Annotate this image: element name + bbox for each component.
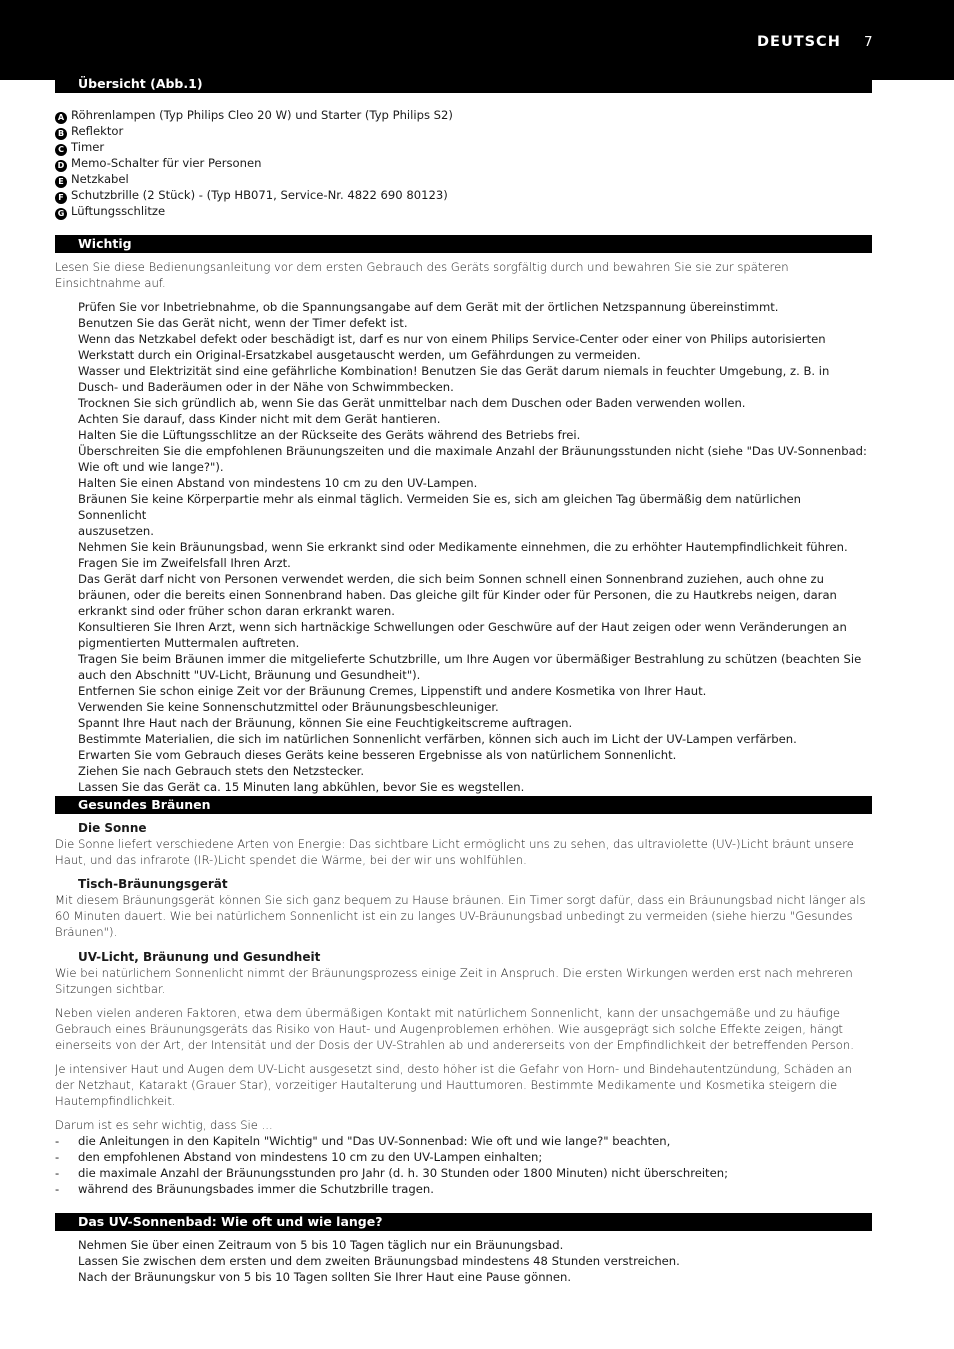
paragraph-device: Mit diesem Bräunungsgerät können Sie sich ganz bequem zu Hause bräunen. Ein Timer sorgt dafür, dass ein Bräunungsbad nicht länger als 60 Minuten dauert. Wie bei natürlichem Sonnenlicht ist ein zu langes UV-Bräunungsbad unbedingt zu vermeiden (siehe hierzu "Gesundes Bräunen"). [55, 893, 866, 939]
badge-e-icon: E [55, 176, 67, 188]
important-line: auszusetzen. [78, 524, 154, 538]
list-item: A Röhrenlampen (Typ Philips Cleo 20 W) und Starter (Typ Philips S2) [55, 107, 453, 123]
important-list [78, 299, 872, 795]
important-line: Bestimmte Materialien, die sich im natürlichen Sonnenlicht verfärben, können sich auch im Licht der UV-Lampen verfärben. [78, 732, 797, 746]
list-item: F Schutzbrille (2 Stück) - (Typ HB071, Service-Nr. 4822 690 80123) [55, 187, 453, 203]
important-line: Wenn das Netzkabel defekt oder beschädigt ist, darf es nur von einem Philips Service-Center oder einer von Philips autorisierten [78, 332, 826, 346]
page-number: 7 [864, 34, 873, 50]
list-item: E Netzkabel [55, 171, 453, 187]
important-line: Dusch- und Baderäumen oder in der Nähe von Schwimmbecken. [78, 380, 454, 394]
subheading-sun: Die Sonne [78, 821, 147, 835]
badge-d-icon: D [55, 160, 67, 172]
important-line: Erwarten Sie vom Gebrauch dieses Geräts keine besseren Ergebnisse als von natürlichem Sonnenlicht. [78, 748, 677, 762]
paragraph-sun: Die Sonne liefert verschiedene Arten von Energie: Das sichtbare Licht ermöglicht uns zu sehen, das ultraviolette (UV-)Licht bräunt unsere Haut, und das infrarote (IR-)Licht spendet die Wärme, bei der wir uns wohlfühlen. [55, 837, 854, 867]
important-line: Halten Sie einen Abstand von mindestens 10 cm zu den UV-Lampen. [78, 476, 478, 490]
section-title-important: Wichtig [55, 235, 872, 253]
sunbath-list [78, 1237, 872, 1285]
paragraph-important-intro: Darum ist es sehr wichtig, dass Sie ... [55, 1118, 273, 1132]
header-bar [0, 0, 954, 80]
sunbath-line: Nach der Bräunungskur von 5 bis 10 Tagen sollten Sie Ihrer Haut eine Pause gönnen. [78, 1270, 572, 1284]
section-title-overview: Übersicht (Abb.1) [55, 75, 872, 93]
important-line: pigmentierten Muttermalen auftreten. [78, 636, 300, 650]
badge-f-icon: F [55, 192, 67, 204]
paragraph-uv-1: Wie bei natürlichem Sonnenlicht nimmt der Bräunungsprozess einige Zeit in Anspruch. Die ersten Wirkungen werden erst nach mehreren Sitzungen sichtbar. [55, 966, 853, 996]
important-line: Trocknen Sie sich gründlich ab, wenn Sie das Gerät unmittelbar nach dem Duschen oder Baden verwenden wollen. [78, 396, 746, 410]
important-line: Wasser und Elektrizität sind eine gefährliche Kombination! Benutzen Sie das Gerät darum niemals in feuchter Umgebung, z. B. in [78, 364, 830, 378]
sunbath-line: Nehmen Sie über einen Zeitraum von 5 bis 10 Tagen täglich nur ein Bräunungsbad. [78, 1238, 564, 1252]
list-item: G Lüftungsschlitze [55, 203, 453, 219]
important-intro: Lesen Sie diese Bedienungsanleitung vor dem ersten Gebrauch des Geräts sorgfältig durch und bewahren Sie sie zur späteren Einsichtnahme auf. [55, 260, 789, 290]
important-line: Achten Sie darauf, dass Kinder nicht mit dem Gerät hantieren. [78, 412, 441, 426]
badge-c-icon: C [55, 144, 67, 156]
important-line: Ziehen Sie nach Gebrauch stets den Netzstecker. [78, 764, 365, 778]
important-line: Konsultieren Sie Ihren Arzt, wenn sich hartnäckige Schwellungen oder Geschwüre auf der Haut zeigen oder wenn Veränderungen an [78, 620, 847, 634]
dash-list [55, 1133, 872, 1197]
important-line: Das Gerät darf nicht von Personen verwendet werden, die sich beim Sonnen schnell einen Sonnenbrand zuziehen, auch ohne zu [78, 572, 824, 586]
important-line: Nehmen Sie kein Bräunungsbad, wenn Sie erkrankt sind oder Medikamente einnehmen, die zu erhöhter Hautempfindlichkeit führen. [78, 540, 848, 554]
section-title-sunbath: Das UV-Sonnenbad: Wie oft und wie lange? [55, 1213, 872, 1231]
sunbath-line: Lassen Sie zwischen dem ersten und dem zweiten Bräunungsbad mindestens 48 Stunden verstreichen. [78, 1254, 680, 1268]
list-item: - die maximale Anzahl der Bräunungsstunden pro Jahr (d. h. 30 Stunden oder 1800 Minuten) nicht überschreiten; [55, 1165, 872, 1181]
important-line: Fragen Sie im Zweifelsfall Ihren Arzt. [78, 556, 291, 570]
list-item: C Timer [55, 139, 453, 155]
important-line: Bräunen Sie keine Körperpartie mehr als einmal täglich. Vermeiden Sie es, sich am gleichen Tag übermäßig dem natürlichen Sonnenlicht [78, 492, 802, 522]
list-item: - den empfohlenen Abstand von mindestens 10 cm zu den UV-Lampen einhalten; [55, 1149, 872, 1165]
language-label: DEUTSCH [757, 34, 841, 50]
important-line: Tragen Sie beim Bräunen immer die mitgelieferte Schutzbrille, um Ihre Augen vor übermäßiger Bestrahlung zu schützen (beachten Sie [78, 652, 862, 666]
list-item: - während des Bräunungsbades immer die Schutzbrille tragen. [55, 1181, 872, 1197]
paragraph-uv-3: Je intensiver Haut und Augen dem UV-Licht ausgesetzt sind, desto höher ist die Gefahr von Horn- und Bindehautentzündung, Schäden an der Netzhaut, Katarakt (Grauer Star), vorzeitiger Hautalterung und Hauttumoren. Bestimmte Medikamente und Kosmetika steigern die Hautempfindlichkeit. [55, 1062, 852, 1108]
important-line: Prüfen Sie vor Inbetriebnahme, ob die Spannungsangabe auf dem Gerät mit der örtlichen Netzspannung übereinstimmt. [78, 300, 779, 314]
subheading-uv: UV-Licht, Bräunung und Gesundheit [78, 950, 321, 964]
list-item: D Memo-Schalter für vier Personen [55, 155, 453, 171]
important-line: erkrankt sind oder früher schon daran erkrankt waren. [78, 604, 395, 618]
important-line: Werkstatt durch ein Original-Ersatzkabel ausgetauscht werden, um Gefährdungen zu vermeiden. [78, 348, 641, 362]
important-line: Halten Sie die Lüftungsschlitze an der Rückseite des Geräts während des Betriebs frei. [78, 428, 581, 442]
important-line: Verwenden Sie keine Sonnenschutzmittel oder Bräunungsbeschleuniger. [78, 700, 499, 714]
list-item: B Reflektor [55, 123, 453, 139]
important-line: auch den Abschnitt "UV-Licht, Bräunung und Gesundheit"). [78, 668, 421, 682]
important-line: Entfernen Sie schon einige Zeit vor der Bräunung Cremes, Lippenstift und andere Kosmetika von Ihrer Haut. [78, 684, 707, 698]
badge-b-icon: B [55, 128, 67, 140]
badge-a-icon: A [55, 112, 67, 124]
badge-g-icon: G [55, 208, 67, 220]
important-line: Spannt Ihre Haut nach der Bräunung, können Sie eine Feuchtigkeitscreme auftragen. [78, 716, 573, 730]
overview-list [55, 107, 453, 219]
paragraph-uv-2: Neben vielen anderen Faktoren, etwa dem übermäßigen Kontakt mit natürlichem Sonnenlicht, kann der unsachgemäße und zu häufige Gebrauch eines Bräunungsgeräts das Risiko von Haut- und Augenproblemen erhöhen. Wie ausgeprägt sich solche Effekte zeigen, hängt einerseits von der Art, der Intensität und der Dosis der UV-Strahlen ab und andererseits von der Empfindlichkeit der betreffenden Person. [55, 1006, 854, 1052]
important-line: Wie oft und wie lange?"). [78, 460, 224, 474]
important-line: Benutzen Sie das Gerät nicht, wenn der Timer defekt ist. [78, 316, 408, 330]
section-title-healthy-tanning: Gesundes Bräunen [55, 796, 872, 814]
subheading-device: Tisch-Bräunungsgerät [78, 877, 228, 891]
important-line: bräunen, oder die bereits einen Sonnenbrand haben. Das gleiche gilt für Kinder oder für Personen, die zu Hautkrebs neigen, daran [78, 588, 837, 602]
important-line: Lassen Sie das Gerät ca. 15 Minuten lang abkühlen, bevor Sie es wegstellen. [78, 780, 525, 794]
important-line: Überschreiten Sie die empfohlenen Bräunungszeiten und die maximale Anzahl der Bräunungsstunden nicht (siehe "Das UV-Sonnenbad: [78, 444, 867, 458]
list-item: - die Anleitungen in den Kapiteln "Wichtig" und "Das UV-Sonnenbad: Wie oft und wie lange?" beachten, [55, 1133, 872, 1149]
